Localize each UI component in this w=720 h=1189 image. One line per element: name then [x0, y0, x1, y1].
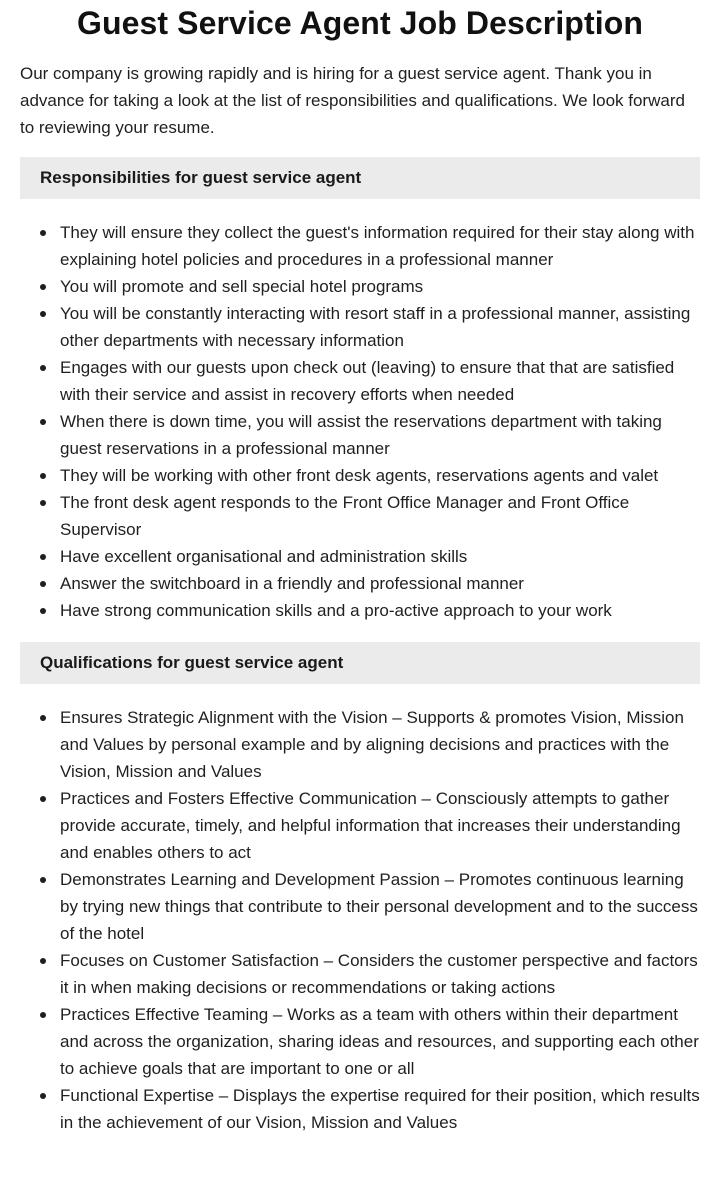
responsibility-item — [60, 354, 700, 408]
qualification-text: Practices Effective Teaming – Works as a team with others within their department and across the organization, sharing ideas and resources, and supporting each other to achieve goals that are important to one or all — [60, 1005, 699, 1078]
bullet-icon — [40, 715, 46, 721]
responsibility-text: Answer the switchboard in a friendly and professional manner — [60, 574, 524, 593]
bullet-icon — [40, 554, 46, 560]
responsibility-item — [60, 543, 700, 570]
responsibility-text: They will ensure they collect the guest's information required for their stay along with explaining hotel policies and procedures in a professional manner — [60, 223, 695, 269]
qualification-item — [60, 947, 700, 1001]
bullet-icon — [40, 230, 46, 236]
page-title: Guest Service Agent Job Description — [76, 5, 643, 41]
responsibility-text: You will promote and sell special hotel programs — [60, 277, 424, 296]
qualifications-heading: Qualifications for guest service agent — [20, 642, 700, 684]
bullet-icon — [40, 608, 46, 614]
qualification-text: Functional Expertise – Displays the expertise required for their position, which results in the achievement of our Vision, Mission and Values — [60, 1086, 700, 1132]
bullet-icon — [40, 958, 46, 964]
qualification-item — [60, 704, 700, 785]
bullet-icon — [40, 581, 46, 587]
qualification-text: Demonstrates Learning and Development Passion – Promotes continuous learning by trying new things that contribute to their personal development and to the success of the hotel — [60, 870, 698, 943]
qualification-item — [60, 1082, 700, 1136]
responsibility-item — [60, 408, 700, 462]
bullet-icon — [40, 365, 46, 371]
qualification-text: Focuses on Customer Satisfaction – Considers the customer perspective and factors it in when making decisions or recommendations or taking actions — [60, 951, 698, 997]
bullet-icon — [40, 473, 46, 479]
responsibility-item — [60, 489, 700, 543]
bullet-icon — [40, 311, 46, 317]
qualification-item — [60, 785, 700, 866]
bullet-icon — [40, 796, 46, 802]
qualification-text: Practices and Fosters Effective Communication – Consciously attempts to gather provide accurate, timely, and helpful information that increases their understanding and enables others to act — [60, 789, 681, 862]
responsibility-item — [60, 273, 700, 300]
qualification-text: Ensures Strategic Alignment with the Vision – Supports & promotes Vision, Mission and Values by personal example and by aligning decisions and practices with the Vision, Mission and Values — [60, 708, 684, 781]
responsibilities-heading: Responsibilities for guest service agent — [20, 157, 700, 199]
responsibility-text: Have strong communication skills and a pro-active approach to your work — [60, 601, 612, 620]
responsibility-text: You will be constantly interacting with resort staff in a professional manner, assisting other departments with necessary information — [60, 304, 691, 350]
bullet-icon — [40, 877, 46, 883]
responsibility-item — [60, 570, 700, 597]
bullet-icon — [40, 1093, 46, 1099]
bullet-icon — [40, 419, 46, 425]
bullet-icon — [40, 1012, 46, 1018]
qualification-item — [60, 1001, 700, 1082]
responsibility-text: When there is down time, you will assist the reservations department with taking guest reservations in a professional manner — [60, 412, 662, 458]
responsibilities-list — [20, 219, 700, 624]
bullet-icon — [40, 500, 46, 506]
responsibility-text: Engages with our guests upon check out (leaving) to ensure that that are satisfied with their service and assist in recovery efforts when needed — [60, 358, 675, 404]
responsibility-item — [60, 597, 700, 624]
responsibility-text: The front desk agent responds to the Front Office Manager and Front Office Supervisor — [60, 493, 630, 539]
responsibility-item — [60, 462, 700, 489]
responsibility-item — [60, 219, 700, 273]
responsibility-text: Have excellent organisational and administration skills — [60, 547, 468, 566]
intro-paragraph: Our company is growing rapidly and is hiring for a guest service agent. Thank you in advance for taking a look at the list of responsibilities and qualifications. We look forward to reviewing your resume. — [20, 64, 685, 137]
responsibility-text: They will be working with other front desk agents, reservations agents and valet — [60, 466, 659, 485]
responsibility-item — [60, 300, 700, 354]
qualifications-list — [20, 704, 700, 1136]
qualification-item — [60, 866, 700, 947]
bullet-icon — [40, 284, 46, 290]
